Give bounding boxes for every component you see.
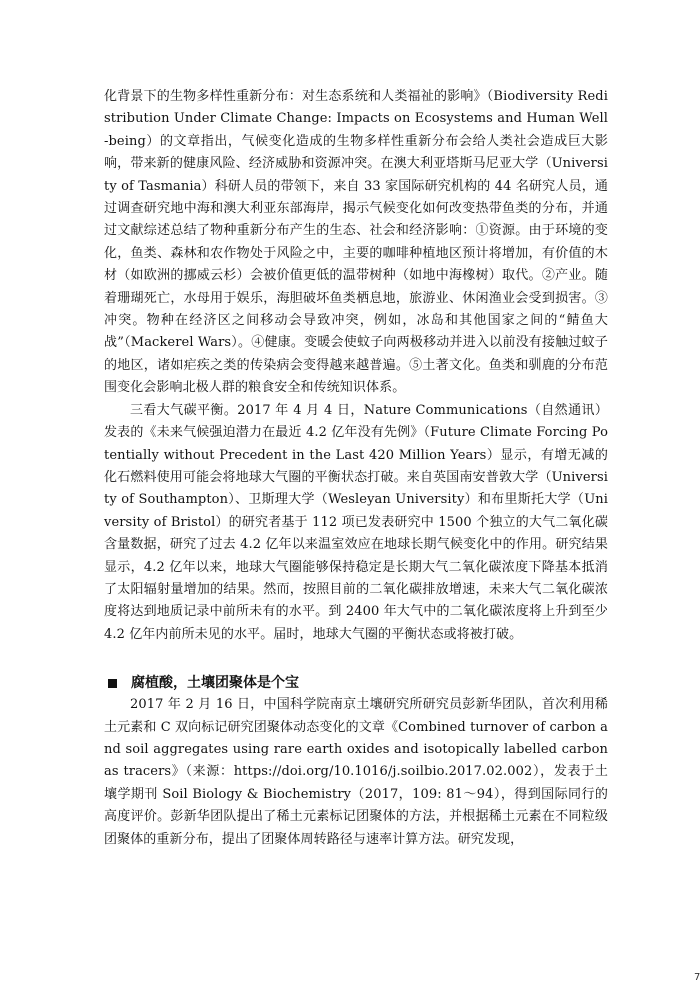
paragraph-biodiversity: 化背景下的生物多样性重新分布：对生态系统和人类福祉的影响》（Biodiversity Redistribution Under Climate Change: Impacts on Ecosystems and Human Well-being）的文章指出，气候变化造成的生物多样性重新分布会给人类社会造成巨大影响，带来新的健康风险、经济威胁和资源冲突。在澳大利亚塔斯马尼亚大学（University of Tasmania）科研人员的带领下，来自 33 家国际研究机构的 44 名研究人员，通过调查研究地中海和澳大利亚东部海岸，揭示气候变化如何改变热带鱼类的分布，并通过文献综述总结了物种重新分布产生的生态、社会和经济影响：①资源。由于环境的变化，鱼类、森林和农作物处于风险之中，主要的咖啡种植地区预计将增加，有价值的木材（如欧洲的挪威云杉）会被价值更低的温带树种（如地中海橡树）取代。②产业。随着珊瑚死亡，水母用于娱乐，海胆破坏鱼类栖息地，旅游业、休闲渔业会受到损害。③冲突。物种在经济区之间移动会导致冲突，例如，冰岛和其他国家之间的“鲭鱼大战”（Mackerel Wars）。④健康。变暖会使蚊子向两极移动并进入以前没有接触过蚊子的地区，诸如疟疾之类的传染病会变得越来越普遍。⑤土著文化。鱼类和驯鹿的分布范围变化会影响北极人群的粮食安全和传统知识体系。 (104, 89, 608, 396)
section-title: 腐植酸，土壤团聚体是个宝 (131, 675, 299, 692)
page-number: 7 (694, 972, 700, 983)
paragraph-atmospheric-carbon: 三看大气碳平衡。2017 年 4 月 4 日，Nature Communications（自然通讯）发表的《未来气候强迫潜力在最近 4.2 亿年没有先例》（Future Climate Forcing Potentially without Precedent in the Last 420 Million Years）显示，有增无减的化石燃料使用可能会将地球大气圈的平衡状态打破。来自英国南安普敦大学（University of Southampton）、卫斯理大学（Wesleyan University）和布里斯托大学（University of Bristol）的研究者基于 112 项已发表研究中 1500 个独立的大气二氧化碳含量数据，研究了过去 4.2 亿年以来温室效应在地球长期气候变化中的作用。研究结果显示，4.2 亿年以来，地球大气圈能够保持稳定是长期大气二氧化碳浓度下降基本抵消了太阳辐射量增加的结果。然而，按照目前的二氧化碳排放增速，未来大气二氧化碳浓度将达到地质记录中前所未有的水平。到 2400 年大气中的二氧化碳浓度将上升到至少 4.2 亿年内前所未见的水平。届时，地球大气圈的平衡状态或将被打破。 (104, 402, 608, 642)
paragraph-humic-acid: 2017 年 2 月 16 日，中国科学院南京土壤研究所研究员彭新华团队，首次利用稀土元素和 C 双向标记研究团聚体动态变化的文章《Combined turnover of carbon and soil aggregates using rare earth oxides and isotopically labelled carbon as tracers》（来源：https://doi.org/10.1016/j.soilbio.2017.02.002），发表于土壤学期刊 Soil Biology & Biochemistry（2017，109: 81～94），得到国际同行的高度评价。彭新华团队提出了稀土元素标记团聚体的方法，并根据稀土元素在不同粒级团聚体的重新分布，提出了团聚体周转路径与速率计算方法。研究发现， (104, 697, 608, 847)
section-heading (104, 672, 608, 694)
document-page (104, 86, 608, 851)
square-bullet-icon (108, 679, 117, 688)
